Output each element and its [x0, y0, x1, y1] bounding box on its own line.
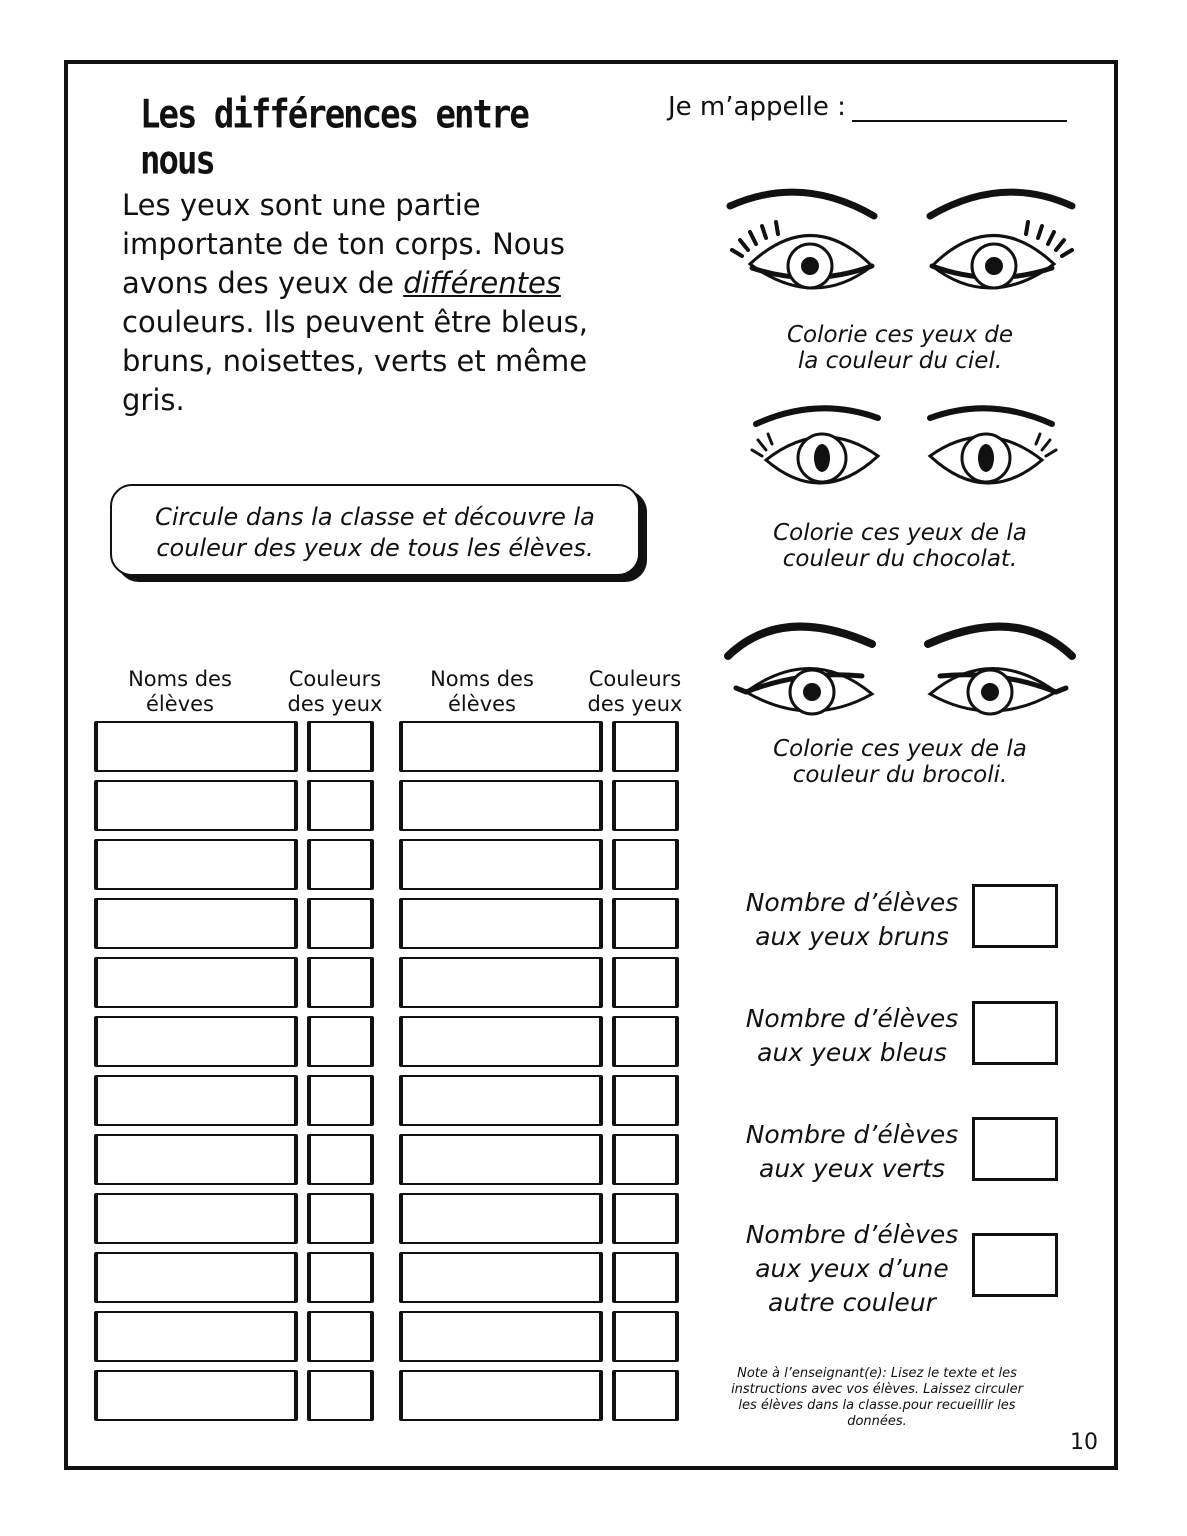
- color-cell-r8-c4[interactable]: [612, 1134, 679, 1185]
- intro-part-1: Les yeux sont une partie importante de ton corps. Nous avons des yeux de: [122, 188, 566, 300]
- color-cell-r6-c2[interactable]: [307, 1016, 374, 1067]
- color-cell-r11-c4[interactable]: [612, 1311, 679, 1362]
- color-cell-r12-c4[interactable]: [612, 1370, 679, 1421]
- intro-part-2: couleurs. Ils peuvent être bleus, bruns, noisettes, verts et même gris.: [122, 305, 588, 417]
- caption-line: la couleur du ciel.: [797, 348, 1003, 374]
- caption-line: Colorie ces yeux de: [786, 322, 1013, 348]
- count-line: aux yeux verts: [759, 1154, 945, 1183]
- header-line: Couleurs: [588, 667, 682, 691]
- name-cell-r1-c1[interactable]: [94, 721, 298, 772]
- caption-line: couleur du chocolat.: [782, 546, 1018, 572]
- name-cell-r5-c3[interactable]: [399, 957, 603, 1008]
- instruction-line-2: couleur des yeux de tous les élèves.: [156, 534, 594, 562]
- name-cell-r10-c3[interactable]: [399, 1252, 603, 1303]
- caption-blue: [740, 322, 1060, 374]
- instruction-box: [110, 484, 640, 576]
- count-line: aux yeux bruns: [755, 922, 949, 951]
- name-cell-r6-c1[interactable]: [94, 1016, 298, 1067]
- intro-text: [122, 186, 632, 420]
- blue-eyes-icon: [722, 176, 1082, 306]
- count-box-blue[interactable]: [972, 1001, 1058, 1065]
- caption-line: Colorie ces yeux de la: [773, 520, 1027, 546]
- color-cell-r1-c2[interactable]: [307, 721, 374, 772]
- color-cell-r3-c2[interactable]: [307, 839, 374, 890]
- color-cell-r4-c2[interactable]: [307, 898, 374, 949]
- name-cell-r12-c1[interactable]: [94, 1370, 298, 1421]
- color-cell-r10-c4[interactable]: [612, 1252, 679, 1303]
- count-label-blue: [738, 1002, 966, 1070]
- page-title: Les différences entre nous: [140, 92, 528, 184]
- color-cell-r11-c2[interactable]: [307, 1311, 374, 1362]
- brown-eyes-icon: [722, 396, 1082, 516]
- caption-line: couleur du brocoli.: [792, 762, 1008, 788]
- header-line: élèves: [146, 692, 214, 716]
- name-cell-r7-c1[interactable]: [94, 1075, 298, 1126]
- name-cell-r4-c3[interactable]: [399, 898, 603, 949]
- color-cell-r7-c4[interactable]: [612, 1075, 679, 1126]
- header-colors-2: [582, 667, 688, 717]
- name-cell-r11-c3[interactable]: [399, 1311, 603, 1362]
- name-cell-r5-c1[interactable]: [94, 957, 298, 1008]
- name-cell-r9-c1[interactable]: [94, 1193, 298, 1244]
- color-cell-r9-c4[interactable]: [612, 1193, 679, 1244]
- count-line: aux yeux bleus: [757, 1038, 947, 1067]
- name-cell-r8-c1[interactable]: [94, 1134, 298, 1185]
- header-line: Couleurs: [288, 667, 382, 691]
- instruction-line-1: Circule dans la classe et découvre la: [155, 503, 595, 531]
- count-box-brown[interactable]: [972, 884, 1058, 948]
- count-label-brown: [738, 886, 966, 954]
- caption-brown: [740, 520, 1060, 572]
- green-eyes-icon: [722, 604, 1082, 734]
- color-cell-r2-c2[interactable]: [307, 780, 374, 831]
- header-line: élèves: [448, 692, 516, 716]
- caption-line: Colorie ces yeux de la: [773, 736, 1027, 762]
- color-cell-r5-c4[interactable]: [612, 957, 679, 1008]
- teacher-note: Note à l’enseignant(e): Lisez le texte et les instructions avec vos élèves. Laissez circuler les élèves dans la classe.pour recueillir les données.: [731, 1366, 1023, 1429]
- color-cell-r5-c2[interactable]: [307, 957, 374, 1008]
- name-cell-r9-c3[interactable]: [399, 1193, 603, 1244]
- header-line: des yeux: [287, 692, 383, 716]
- color-cell-r12-c2[interactable]: [307, 1370, 374, 1421]
- name-cell-r2-c1[interactable]: [94, 780, 298, 831]
- header-line: des yeux: [587, 692, 683, 716]
- color-cell-r7-c2[interactable]: [307, 1075, 374, 1126]
- intro-emphasis: différentes: [403, 266, 561, 300]
- name-cell-r12-c3[interactable]: [399, 1370, 603, 1421]
- name-cell-r3-c3[interactable]: [399, 839, 603, 890]
- header-colors-1: [282, 667, 388, 717]
- name-cell-r2-c3[interactable]: [399, 780, 603, 831]
- count-label-other: [738, 1218, 966, 1320]
- color-cell-r3-c4[interactable]: [612, 839, 679, 890]
- count-box-green[interactable]: [972, 1117, 1058, 1181]
- color-cell-r8-c2[interactable]: [307, 1134, 374, 1185]
- name-cell-r7-c3[interactable]: [399, 1075, 603, 1126]
- count-line: Nombre d’élèves: [745, 888, 959, 917]
- color-cell-r10-c2[interactable]: [307, 1252, 374, 1303]
- color-cell-r6-c4[interactable]: [612, 1016, 679, 1067]
- name-cell-r10-c1[interactable]: [94, 1252, 298, 1303]
- name-label: Je m’appelle :: [668, 92, 846, 122]
- caption-green: [740, 736, 1060, 788]
- count-line: autre couleur: [768, 1288, 936, 1317]
- name-cell-r4-c1[interactable]: [94, 898, 298, 949]
- color-cell-r9-c2[interactable]: [307, 1193, 374, 1244]
- header-names-2: [412, 667, 552, 717]
- count-line: Nombre d’élèves: [745, 1220, 959, 1249]
- page-number: 10: [1070, 1430, 1098, 1455]
- name-cell-r11-c1[interactable]: [94, 1311, 298, 1362]
- color-cell-r2-c4[interactable]: [612, 780, 679, 831]
- count-line: Nombre d’élèves: [745, 1120, 959, 1149]
- count-label-green: [738, 1118, 966, 1186]
- name-cell-r6-c3[interactable]: [399, 1016, 603, 1067]
- header-line: Noms des: [430, 667, 534, 691]
- count-line: aux yeux d’une: [755, 1254, 949, 1283]
- name-cell-r3-c1[interactable]: [94, 839, 298, 890]
- name-input-line[interactable]: [852, 120, 1067, 122]
- count-line: Nombre d’élèves: [745, 1004, 959, 1033]
- name-cell-r8-c3[interactable]: [399, 1134, 603, 1185]
- count-box-other[interactable]: [972, 1233, 1058, 1297]
- header-names-1: [110, 667, 250, 717]
- color-cell-r4-c4[interactable]: [612, 898, 679, 949]
- header-line: Noms des: [128, 667, 232, 691]
- name-cell-r1-c3[interactable]: [399, 721, 603, 772]
- color-cell-r1-c4[interactable]: [612, 721, 679, 772]
